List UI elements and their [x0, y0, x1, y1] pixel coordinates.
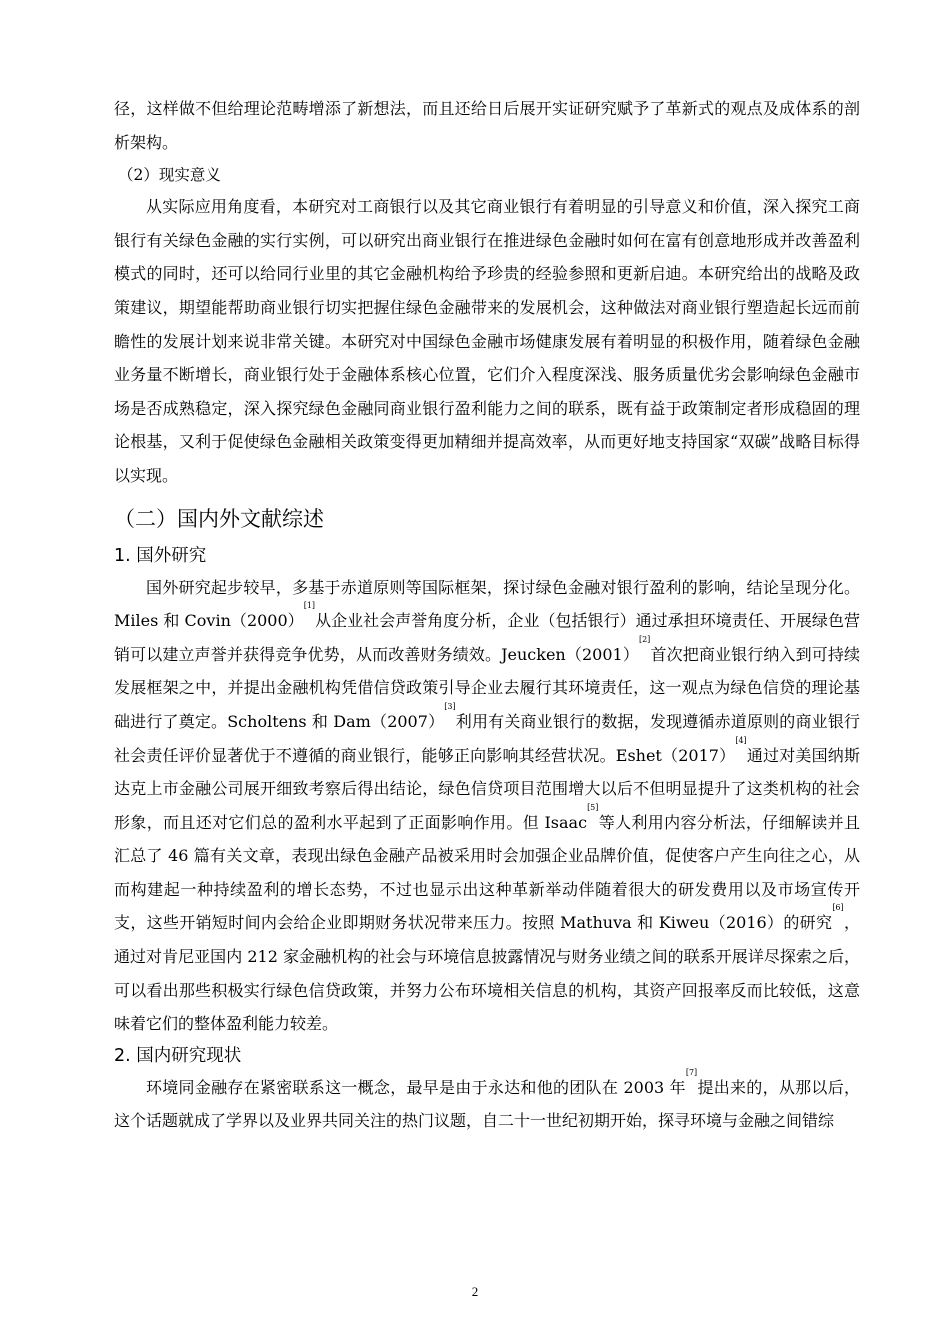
page-number: 2 — [471, 1284, 479, 1299]
text-segment: 国外研究起步较早，多基于赤道原则等国际框架，探讨绿色金融对银行盈利的影响，结论呈现分化。Miles 和 Covin（2000） — [114, 577, 860, 631]
text-segment: 从企业社会声誉角度分析，企业（包括银行）通过承担环境责任、开展绿色营销可以建立声誉并获得竞争优势，从而改善财务绩效。Jeucken（2001） — [114, 611, 860, 664]
domestic-research-paragraph — [114, 1067, 860, 1138]
foreign-research-paragraph — [114, 571, 860, 1041]
citation-ref: [3] — [444, 701, 456, 711]
text-segment: 环境同金融存在紧密联系这一概念，最早是由于永达和他的团队在 2003 年 — [146, 1077, 686, 1097]
text-segment: ，通过对肯尼亚国内 212 家金融机构的社会与环境信息披露情况与财务业绩之间的联系开展详尽探索之后，可以看出那些积极实行绿色信贷政策，并努力公布环境相关信息的机构，其资产回报率反而比较低，这意味着它们的整体盈利能力较差。 — [114, 913, 860, 1034]
citation-ref: [6] — [832, 903, 844, 913]
domestic-research-heading: 2. 国内研究现状 — [114, 1045, 242, 1066]
citation-ref: [4] — [735, 735, 747, 745]
practical-significance-heading: （2）现实意义 — [118, 166, 221, 185]
page-content — [114, 92, 860, 1138]
text-segment: 提出来的，从那以后，这个话题就成了学界以及业界共同关注的热门议题，自二十一世纪初期开始，探寻环境与金融之间错综 — [114, 1077, 860, 1131]
text-segment: 首次把商业银行纳入到可持续发展框架之中，并提出金融机构凭借信贷政策引导企业去履行其环境责任，这一观点为绿色信贷的理论基础进行了奠定。Scholtens 和 Dam（2007） — [114, 644, 860, 731]
text-segment: 利用有关商业银行的数据，发现遵循赤道原则的商业银行社会责任评价显著优于不遵循的商业银行，能够正向影响其经营状况。Eshet（2017） — [114, 711, 860, 765]
text-segment: 通过对美国纳斯达克上市金融公司展开细致考察后得出结论，绿色信贷项目范围增大以后不但明显提升了这类机构的社会形象，而且还对它们总的盈利水平起到了正面影响作用。但 Isaac — [114, 745, 860, 832]
practical-significance-paragraph: 从实际应用角度看，本研究对工商银行以及其它商业银行有着明显的引导意义和价值，深入探究工商银行有关绿色金融的实行实例，可以研究出商业银行在推进绿色金融时如何在富有创意地形成并改善盈利模式的同时，还可以给同行业里的其它金融机构给予珍贵的经验参照和更新启迪。本研究给出的战略及政策建议，期望能帮助商业银行切实把握住绿色金融带来的发展机会，这种做法对商业银行塑造起长远而前瞻性的发展计划来说非常关键。本研究对中国绿色金融市场健康发展有着明显的积极作用，随着绿色金融业务量不断增长，商业银行处于金融体系核心位置，它们介入程度深浅、服务质量优劣会影响绿色金融市场是否成熟稳定，深入探究绿色金融同商业银行盈利能力之间的联系，既有益于政策制定者形成稳固的理论根基，又利于促使绿色金融相关政策变得更加精细并提高效率，从而更好地支持国家“双碳”战略目标得以实现。 — [114, 197, 860, 485]
literature-review-heading: （二）国内外文献综述 — [114, 506, 324, 531]
foreign-research-heading: 1. 国外研究 — [114, 545, 207, 566]
citation-ref: [5] — [587, 802, 599, 812]
citation-ref: [1] — [303, 601, 316, 611]
citation-ref: [7] — [685, 1067, 698, 1077]
continued-paragraph: 径，这样做不但给理论范畴增添了新想法，而且还给日后展开实证研究赋予了革新式的观点及成体系的剖析架构。 — [114, 99, 860, 152]
text-segment: 等人利用内容分析法，仔细解读并且汇总了 46 篇有关文章，表现出绿色金融产品被采用时会加强企业品牌价值，促使客户产生向往之心，从而构建起一种持续盈利的增长态势，不过也显示出这种革新举动伴随着很大的研发费用以及市场宣传开支，这些开销短时间内会给企业即期财务状况带来压力。按照 Mathuva 和 Kiweu（2016）的研究 — [114, 812, 860, 933]
citation-ref: [2] — [638, 634, 651, 644]
